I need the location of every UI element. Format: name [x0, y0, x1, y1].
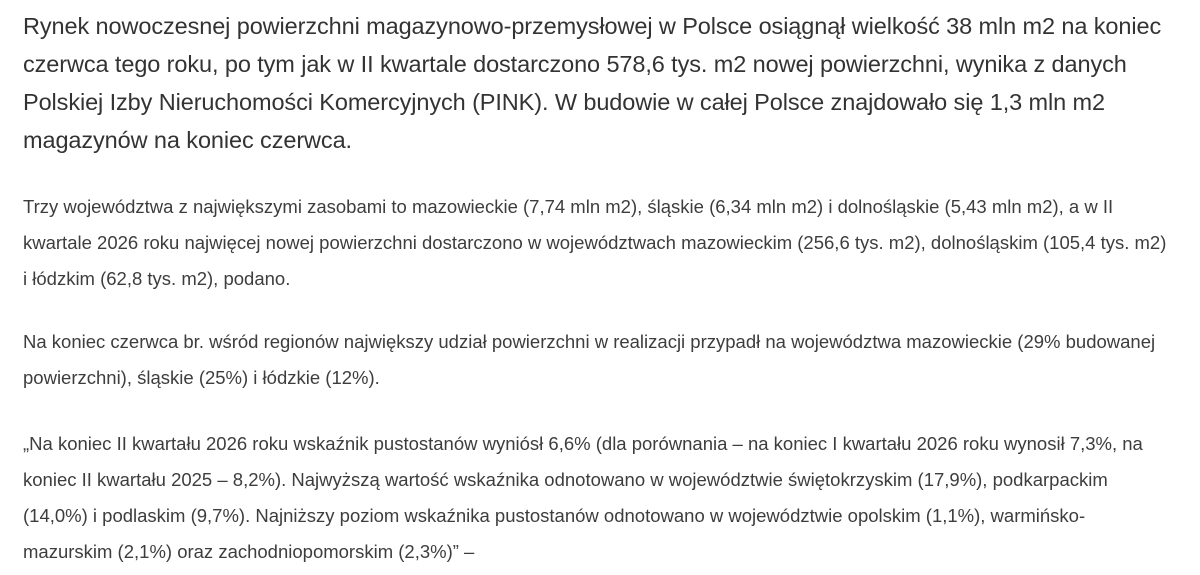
article-lead: Rynek nowoczesnej powierzchni magazynowo-przemysłowej w Polsce osiągnął wielkość 38 mln m2 na koniec czerwca tego roku, po tym jak w II kwartale dostarczono 578,6 tys. m2 nowej powierzchni, wynika z danych Polskiej Izby Nieruchomości Komercyjnych (PINK). W budowie w całej Polsce znajdowało się 1,3 mln m2 magazynów na koniec czerwca.: [23, 13, 1162, 153]
article-paragraph: Trzy województwa z największymi zasobami to mazowieckie (7,74 mln m2), śląskie (6,34 mln m2) i dolnośląskie (5,43 mln m2), a w II kwartale 2026 roku najwięcej nowej powierzchni dostarczono w województwach mazowieckim (256,6 tys. m2), dolnośląskim (105,4 tys. m2) i łódzkim (62,8 tys. m2), podano.: [23, 196, 1167, 289]
article-paragraph: „Na koniec II kwartału 2026 roku wskaźnik pustostanów wyniósł 6,6% (dla porównania – na koniec I kwartału 2026 roku wynosił 7,3%, na koniec II kwartału 2025 – 8,2%). Najwyższą wartość wskaźnika odnotowano w województwie świętokrzyskim (17,9%), podkarpackim (14,0%) i podlaskim (9,7%). Najniższy poziom wskaźnika pustostanów odnotowano w województwie opolskim (1,1%), warmińsko-mazurskim (2,1%) oraz zachodniopomorskim (2,3%)” –: [23, 433, 1143, 562]
article-paragraph: Na koniec czerwca br. wśród regionów największy udział powierzchni w realizacji przypadł na województwa mazowieckie (29% budowanej powierzchni), śląskie (25%) i łódzkie (12%).: [23, 331, 1156, 388]
